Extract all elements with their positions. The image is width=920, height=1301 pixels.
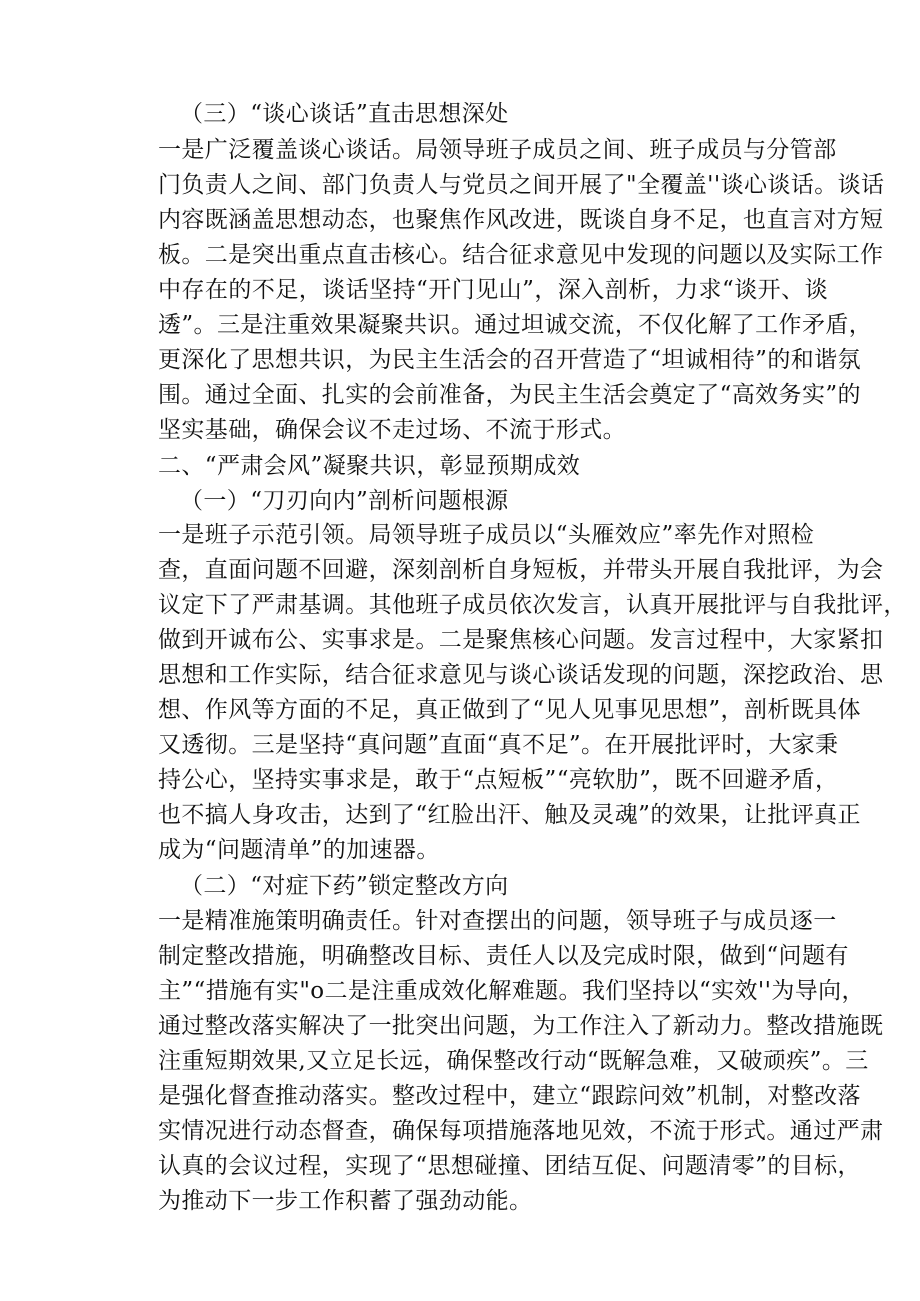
paragraph-line: 思想和工作实际，结合征求意见与谈心谈话发现的问题，深挖政治、思 (158, 662, 884, 688)
section-heading: （三）“谈心谈话”直击思想深处 (180, 101, 509, 127)
section-heading: 二、“严肃会风”凝聚共识，彰显预期成效 (158, 453, 581, 479)
section-heading: （一）“刀刃向内”剖析问题根源 (180, 488, 509, 514)
paragraph-line: 内容既涵盖思想动态，也聚焦作风改进，既谈自身不足，也直言对方短 (158, 207, 884, 233)
paragraph-line: 议定下了严肃基调。其他班子成员依次发言，认真开展批评与自我批评， (158, 592, 907, 618)
paragraph-line: 围。通过全面、扎实的会前准备，为民主生活会奠定了“高效务实”的 (158, 382, 861, 408)
paragraph-line: 制定整改措施，明确整改目标、责任人以及完成时限，做到“问题有 (158, 943, 849, 969)
paragraph-line: 更深化了思想共识，为民主生活会的召开营造了“坦诚相待”的和谐氛 (158, 347, 861, 373)
paragraph-line: 透”。三是注重效果凝聚共识。通过坦诚交流，不仅化解了工作矛盾， (158, 312, 873, 338)
paragraph-line: 也不搞人身攻击，达到了“红脸出汗、触及灵魂”的效果，让批评真正 (158, 802, 861, 828)
paragraph-line: 为推动下一步工作积蓄了强劲动能。 (158, 1188, 533, 1214)
paragraph-line: 一是班子示范引领。局领导班子成员以“头雁效应”率先作对照检 (158, 522, 815, 548)
paragraph-line: 中存在的不足，谈话坚持“开门见山”，深入剖析，力求“谈开、谈 (158, 277, 828, 303)
paragraph-line: 主”“措施有实"o二是注重成效化解难题。我们坚持以“实效''为导向， (158, 978, 865, 1004)
paragraph-line: 成为“问题清单”的加速器。 (158, 837, 440, 863)
paragraph-line: 板。二是突出重点直击核心。结合征求意见中发现的问题以及实际工作 (158, 242, 884, 268)
section-heading: （二）“对症下药”锁定整改方向 (180, 873, 509, 899)
paragraph-line: 一是精准施策明确责任。针对查摆出的问题，领导班子与成员逐一 (158, 908, 837, 934)
paragraph-line: 坚实基础，确保会议不走过场、不流于形式。 (158, 417, 626, 443)
paragraph-line: 做到开诚布公、实事求是。二是聚焦核心问题。发言过程中，大家紧扣 (158, 627, 884, 653)
paragraph-line: 想、作风等方面的不足，真正做到了“见人见事见思想”，剖析既具体 (158, 697, 861, 723)
paragraph-line: 查，直面问题不回避，深刻剖析自身短板，并带头开展自我批评，为会 (158, 557, 884, 583)
paragraph-line: 通过整改落实解决了一批突出问题，为工作注入了新动力。整改措施既 (158, 1013, 884, 1039)
paragraph-line: 门负责人之间、部门负责人与党员之间开展了"全覆盖''谈心谈话。谈话 (158, 172, 885, 198)
paragraph-line: 又透彻。三是坚持“真问题”直面“真不足”。在开展批评时，大家秉 (158, 732, 839, 758)
paragraph-line: 是强化督查推动落实。整改过程中，建立“跟踪问效”机制，对整改落 (158, 1083, 861, 1109)
paragraph-line: 注重短期效果,又立足长远，确保整改行动“既解急难，又破顽疾”。三 (158, 1048, 869, 1074)
paragraph-line: 一是广泛覆盖谈心谈话。局领导班子成员之间、班子成员与分管部 (158, 137, 837, 163)
paragraph-line: 实情况进行动态督查，确保每项措施落地见效，不流于形式。通过严肃 (158, 1118, 884, 1144)
paragraph-line: 认真的会议过程，实现了“思想碰撞、团结互促、问题清零”的目标， (158, 1153, 861, 1179)
paragraph-line: 持公心，坚持实事求是，敢于“点短板”“亮软肋”，既不回避矛盾， (158, 767, 839, 793)
